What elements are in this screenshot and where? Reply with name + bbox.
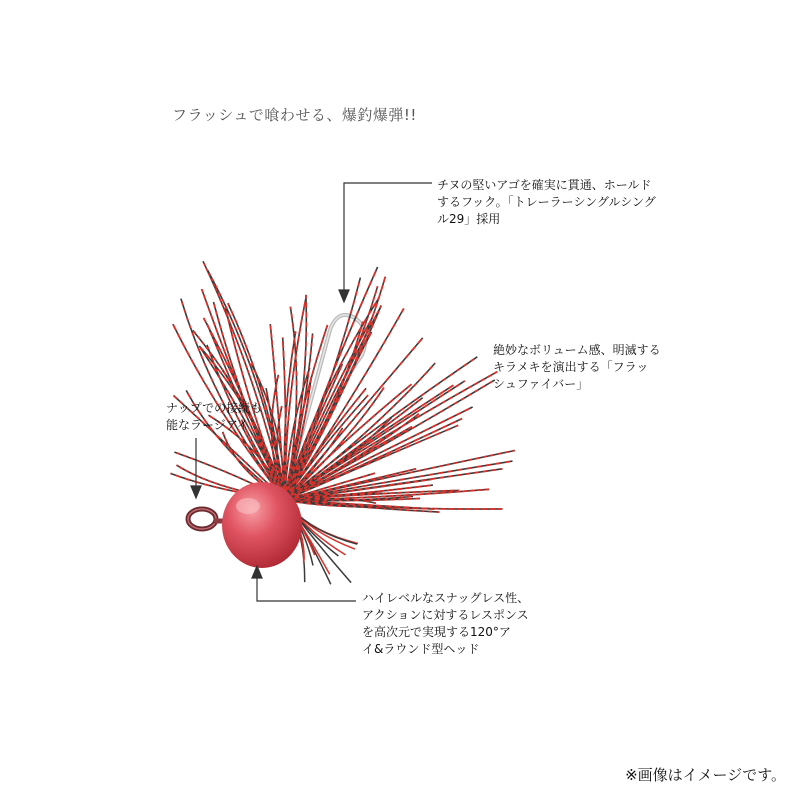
round-head [222,482,302,568]
image-disclaimer: ※画像はイメージです。 [625,766,786,784]
callout-eye [166,400,262,434]
callout-fiber-line: シュファイバー」 [493,377,589,391]
leader-hook [344,183,432,298]
callout-head [362,590,529,658]
headline: フラッシュで喰わせる、爆釣爆弾!! [172,106,417,124]
callout-fiber-line: 絶妙なボリューム感、明滅する [493,343,661,357]
callout-eye-line: 能なラージアイ [166,418,249,432]
callout-eye-line: ナップでの接続も [166,401,263,415]
callout-hook-line: ル29」採用 [437,212,501,226]
callout-hook [437,177,656,228]
arrow-hook [339,290,349,302]
callout-head-line: アクションに対するレスポンス [362,608,529,622]
arrow-eye [191,486,201,498]
callout-hook-line: チヌの堅いアゴを確実に貫通、ホールド [437,178,652,192]
callout-hook-line: するフック。「トレーラーシングルシング [437,195,656,209]
callout-head-line: ハイレベルなスナッグレス性、 [362,591,530,605]
leader-head [257,570,356,601]
callout-fiber [493,342,661,393]
callout-head-line: イ&ラウンド型ヘッド [362,642,480,656]
callout-head-line: を高次元で実現する120°ア [362,625,511,639]
callout-fiber-line: キラメキを演出する「フラッ [493,360,649,374]
